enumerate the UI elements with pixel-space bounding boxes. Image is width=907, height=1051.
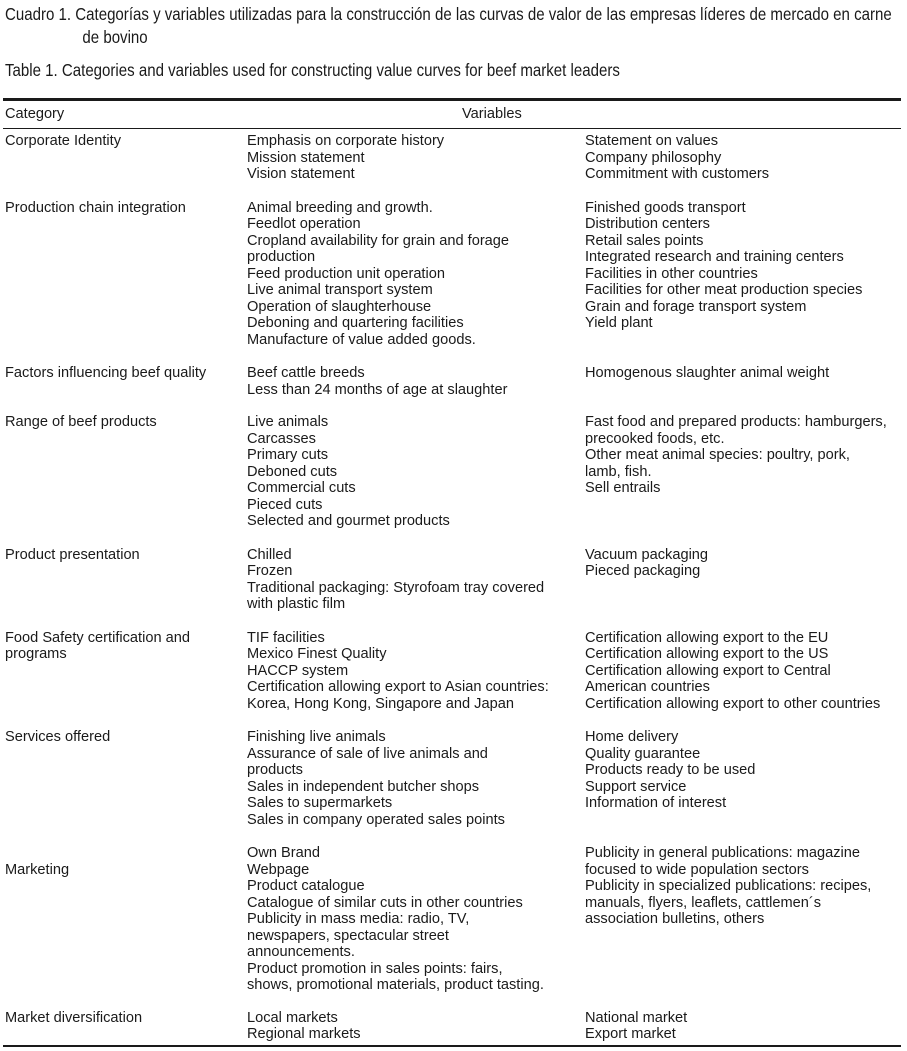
table-row xyxy=(5,630,901,713)
cell-line: Finishing live animals xyxy=(247,729,386,745)
cell-line: Retail sales points xyxy=(585,232,704,249)
variables-left-cell xyxy=(247,200,585,349)
cell-line: Operation of slaughterhouse xyxy=(247,298,432,315)
category-cell xyxy=(5,200,247,349)
cell-line: Home delivery xyxy=(585,729,679,745)
header-variables: Variables xyxy=(462,106,522,122)
cell-line: with plastic film xyxy=(247,596,346,612)
table-row xyxy=(5,414,901,530)
cell-line: Product presentation xyxy=(5,546,140,563)
category-cell xyxy=(5,414,247,530)
cell-line: Product promotion in sales points: fairs, xyxy=(247,960,503,977)
cell-line: Yield plant xyxy=(585,315,653,331)
cell-line: Facilities in other countries xyxy=(585,265,758,282)
cell-line: Beef cattle breeds xyxy=(247,365,365,381)
cell-line: Publicity in mass media: radio, TV, xyxy=(247,911,470,927)
cell-line: Certification allowing export to the EU xyxy=(585,629,829,646)
cell-line: Publicity in general publications: magazine xyxy=(585,845,861,861)
cell-line: Sales in independent butcher shops xyxy=(247,778,480,795)
category-cell xyxy=(5,1010,247,1043)
cell-line: Cropland availability for grain and forage xyxy=(247,232,510,249)
cell-line: Animal breeding and growth. xyxy=(247,199,433,216)
cell-line: Commitment with customers xyxy=(585,166,770,182)
cell-line: Food Safety certification and xyxy=(5,629,190,646)
cell-line: Certification allowing export to Central xyxy=(585,662,831,679)
cell-line: Feedlot operation xyxy=(247,216,361,232)
cell-line: Distribution centers xyxy=(585,216,710,232)
cell-line: Catalogue of similar cuts in other countries xyxy=(247,894,523,911)
cell-line: Integrated research and training centers xyxy=(585,249,844,265)
table-bottom-rule xyxy=(3,1045,901,1047)
cell-line: Mexico Finest Quality xyxy=(247,646,387,662)
cell-line: Information of interest xyxy=(585,795,727,811)
cell-line: Quality guarantee xyxy=(585,745,701,762)
cell-line: announcements. xyxy=(247,944,355,960)
cell-line: Services offered xyxy=(5,729,111,745)
variables-left-cell xyxy=(247,414,585,530)
cell-line: Less than 24 months of age at slaughter xyxy=(247,381,508,398)
cell-line: Commercial cuts xyxy=(247,480,356,496)
cell-line: Facilities for other meat production species xyxy=(585,282,863,298)
cell-line: Corporate Identity xyxy=(5,133,122,149)
category-cell xyxy=(5,547,247,613)
caption-english: Table 1. Categories and variables used for constructing value curves for beef market leaders xyxy=(5,60,620,80)
cell-line: American countries xyxy=(585,679,710,695)
cell-line: Sales to supermarkets xyxy=(247,795,393,811)
cell-line: Marketing xyxy=(5,861,70,878)
variables-right-cell xyxy=(585,365,901,398)
cell-line: Live animals xyxy=(247,414,329,430)
variables-left-cell xyxy=(247,133,585,183)
cell-line: Feed production unit operation xyxy=(247,265,445,282)
cell-line: Pieced packaging xyxy=(585,563,701,579)
variables-right-cell xyxy=(585,1010,901,1043)
cell-line: Production chain integration xyxy=(5,199,186,216)
cell-line: Regional markets xyxy=(247,1026,361,1042)
table-row xyxy=(5,365,901,398)
cell-line: Vacuum packaging xyxy=(585,546,709,563)
cell-line: TIF facilities xyxy=(247,629,325,646)
variables-right-cell xyxy=(585,200,901,349)
variables-left-cell xyxy=(247,365,585,398)
variables-right-cell xyxy=(585,133,901,183)
cell-line: Manufacture of value added goods. xyxy=(247,331,476,348)
cell-line: Own Brand xyxy=(247,845,321,861)
cell-line: Certification allowing export to Asian countries: xyxy=(247,679,549,695)
cell-line: manuals, flyers, leaflets, cattlemen´s xyxy=(585,894,822,911)
cell-line: Traditional packaging: Styrofoam tray covered xyxy=(247,579,545,596)
cell-line: focused to wide population sectors xyxy=(585,861,809,878)
table-row xyxy=(5,133,901,183)
cell-line: lamb, fish. xyxy=(585,463,652,480)
cell-line: Sales in company operated sales points xyxy=(247,811,505,828)
table-row xyxy=(5,547,901,613)
table-top-rule xyxy=(3,98,901,101)
cell-line: Range of beef products xyxy=(5,414,157,430)
cell-line: Publicity in specialized publications: recipes, xyxy=(585,878,872,894)
cell-line: programs xyxy=(5,646,67,662)
cell-line: Local markets xyxy=(247,1009,338,1026)
header-category: Category xyxy=(5,106,65,122)
cell-line: shows, promotional materials, product tasting. xyxy=(247,977,544,993)
cell-line: association bulletins, others xyxy=(585,911,765,927)
cell-line: Market diversification xyxy=(5,1009,143,1026)
variables-left-cell xyxy=(247,630,585,713)
cell-line: Chilled xyxy=(247,546,292,563)
cell-line: Grain and forage transport system xyxy=(585,298,807,315)
cell-line: Carcasses xyxy=(247,430,316,447)
variables-right-cell xyxy=(585,414,901,530)
cell-line: Webpage xyxy=(247,861,310,878)
cell-line: Statement on values xyxy=(585,133,719,149)
cell-line: Live animal transport system xyxy=(247,282,433,298)
cell-line: Deboned cuts xyxy=(247,463,338,480)
cell-line: HACCP system xyxy=(247,662,349,679)
cell-line: Fast food and prepared products: hamburgers, xyxy=(585,414,887,430)
cell-line: Korea, Hong Kong, Singapore and Japan xyxy=(247,695,514,712)
variables-left-cell xyxy=(247,547,585,613)
table-row xyxy=(5,1010,901,1043)
cell-line: production xyxy=(247,249,316,265)
category-cell xyxy=(5,729,247,828)
category-cell xyxy=(5,630,247,713)
variables-right-cell xyxy=(585,630,901,713)
category-cell xyxy=(5,365,247,398)
cell-line: Sell entrails xyxy=(585,480,661,496)
table-body xyxy=(5,133,901,1043)
table-caption xyxy=(5,3,901,82)
variables-left-cell xyxy=(247,845,585,994)
variables-right-cell xyxy=(585,729,901,828)
cell-line: precooked foods, etc. xyxy=(585,430,725,447)
cell-line: Products ready to be used xyxy=(585,762,756,778)
cell-line: Certification allowing export to other countries xyxy=(585,695,881,712)
category-cell xyxy=(5,845,247,994)
table-row xyxy=(5,729,901,828)
cell-line: Deboning and quartering facilities xyxy=(247,315,464,331)
cell-line: Mission statement xyxy=(247,149,365,166)
cell-line: Finished goods transport xyxy=(585,199,746,216)
cell-line: Homogenous slaughter animal weight xyxy=(585,365,830,381)
cell-line: products xyxy=(247,762,303,778)
cell-line: Product catalogue xyxy=(247,878,365,894)
table-row xyxy=(5,845,901,994)
cell-line: Selected and gourmet products xyxy=(247,513,450,529)
cell-line: National market xyxy=(585,1009,688,1026)
variables-right-cell xyxy=(585,547,901,613)
cell-line: Frozen xyxy=(247,563,293,579)
cell-line: Factors influencing beef quality xyxy=(5,365,207,381)
caption-spanish: Cuadro 1. Categorías y variables utilizadas para la construcción de las curvas de valor de las empresas líderes de mercado en carne de bovino xyxy=(5,4,892,47)
cell-line: Pieced cuts xyxy=(247,496,323,513)
category-cell xyxy=(5,133,247,183)
variables-left-cell xyxy=(247,1010,585,1043)
cell-line: Emphasis on corporate history xyxy=(247,133,445,149)
cell-line: Primary cuts xyxy=(247,447,329,463)
table-row xyxy=(5,200,901,349)
cell-line: Vision statement xyxy=(247,166,355,182)
cell-line xyxy=(5,845,247,862)
cell-line: Export market xyxy=(585,1026,676,1042)
cell-line: Company philosophy xyxy=(585,149,722,166)
cell-line: Certification allowing export to the US xyxy=(585,646,829,662)
cell-line: newspapers, spectacular street xyxy=(247,927,449,944)
cell-line: Assurance of sale of live animals and xyxy=(247,745,488,762)
variables-right-cell xyxy=(585,845,901,994)
cell-line: Other meat animal species: poultry, pork, xyxy=(585,447,850,463)
variables-left-cell xyxy=(247,729,585,828)
cell-line: Support service xyxy=(585,778,687,795)
table-header-rule xyxy=(3,128,901,129)
